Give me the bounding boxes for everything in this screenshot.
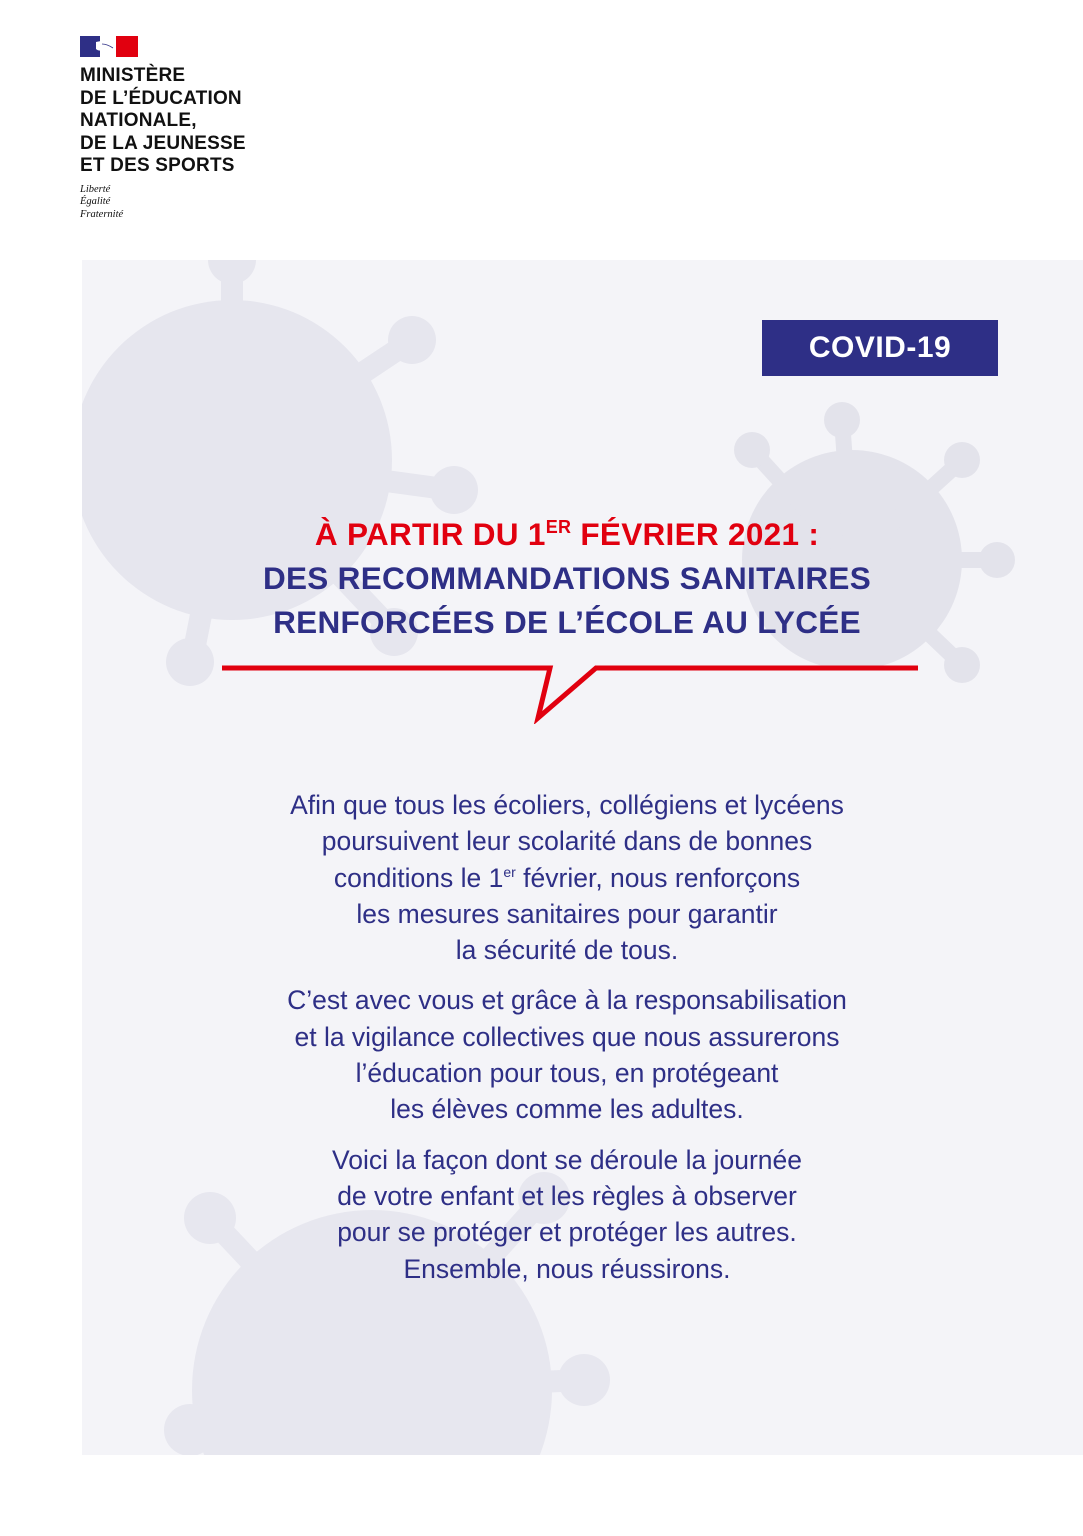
headline-line-2: DES RECOMMANDATIONS SANITAIRES [262, 560, 872, 596]
headline-date-suffix: FÉVRIER 2021 : [571, 516, 820, 552]
info-panel [82, 260, 1083, 1455]
ministry-logo [80, 36, 300, 221]
ministry-line: NATIONALE, [80, 110, 197, 131]
covid-badge: COVID-19 [762, 320, 998, 376]
marianne-flag-icon [80, 36, 138, 57]
ministry-line: MINISTÈRE [80, 65, 186, 86]
intro-line: poursuivent leur scolarité dans de bonnes [321, 826, 813, 857]
intro-line-part: conditions le 1 [333, 862, 504, 893]
ministry-line: DE L’ÉDUCATION [80, 87, 242, 109]
intro-ordinal: er [503, 863, 516, 880]
emphasis-line: les élèves comme les adultes. [390, 1094, 744, 1125]
rules-line: Voici la façon dont se déroule la journée [332, 1144, 802, 1175]
emphasis-line: et la vigilance collectives que nous assurerons [294, 1021, 840, 1052]
rules-line: pour se protéger et protéger les autres. [337, 1217, 797, 1248]
intro-line-part: février, nous renforçons [515, 862, 801, 893]
rules-line: de votre enfant et les règles à observer [337, 1180, 797, 1211]
emphasis-line: C’est avec vous et grâce à la responsabilisation [287, 985, 847, 1016]
motto-line: Fraternité [80, 208, 124, 220]
intro-line: la sécurité de tous. [455, 935, 679, 966]
headline-ordinal: ER [545, 517, 572, 537]
republic-motto [80, 184, 300, 222]
ministry-name [80, 65, 300, 178]
headline-line-3: RENFORCÉES DE L’ÉCOLE AU LYCÉE [273, 604, 861, 640]
speech-bubble-underline-icon [220, 660, 920, 724]
motto-line: Égalité [80, 196, 111, 207]
intro-line: les mesures sanitaires pour garantir [356, 898, 778, 929]
motto-line: Liberté [80, 183, 111, 195]
body-text [82, 775, 1052, 1287]
headline [82, 512, 1052, 644]
ministry-line: ET DES SPORTS [80, 155, 235, 176]
emphasis-line: l’éducation pour tous, en protégeant [355, 1058, 779, 1089]
intro-line: Afin que tous les écoliers, collégiens et lycéens [290, 790, 844, 820]
headline-date-prefix: À PARTIR DU 1 [314, 516, 546, 552]
ministry-line: DE LA JEUNESSE [80, 132, 246, 154]
closing-line: Ensemble, nous réussirons. [403, 1253, 731, 1284]
headline-date-line [82, 512, 1052, 556]
intro-line [82, 860, 1052, 896]
